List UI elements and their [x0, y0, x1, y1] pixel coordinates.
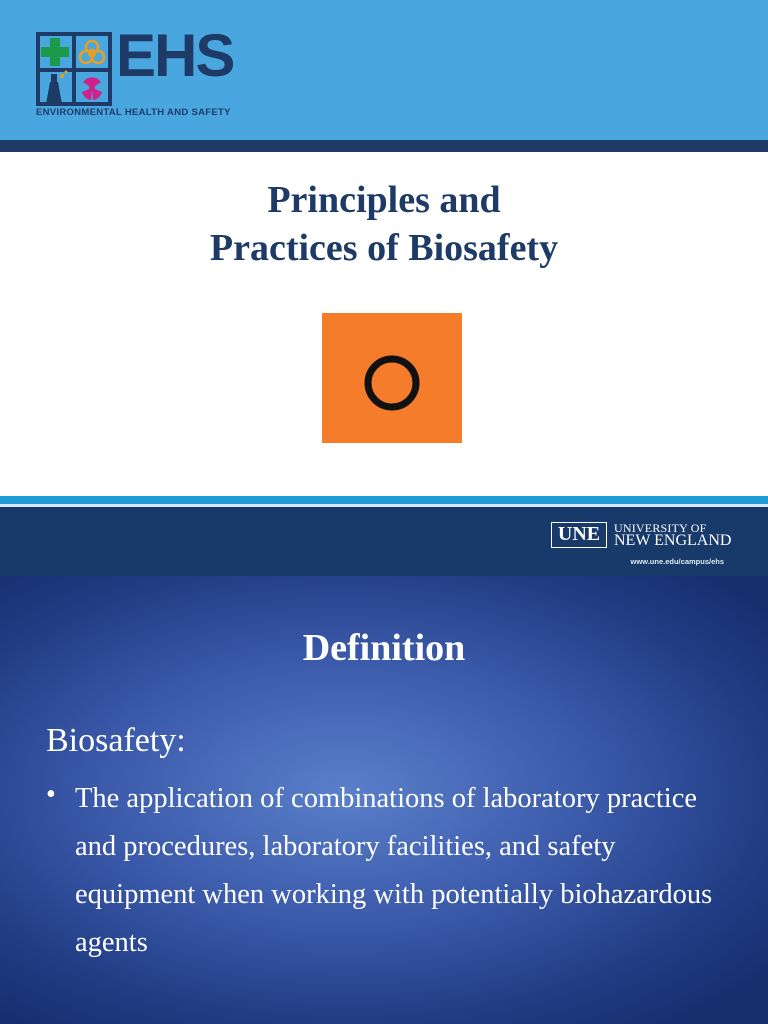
biohazard-small-icon	[80, 41, 104, 63]
biohazard-icon	[322, 313, 462, 443]
une-new-england: NEW ENGLAND	[614, 532, 732, 549]
slide-title	[0, 176, 768, 272]
definition-term: Biosafety:	[46, 722, 186, 759]
header-divider	[0, 140, 768, 152]
radiation-icon	[82, 77, 102, 100]
definition-title: Definition	[302, 627, 466, 669]
flask-icon	[46, 71, 68, 105]
title-line-2: Practices of Biosafety	[209, 227, 559, 269]
logo-text: EHS	[116, 22, 234, 89]
footer-accent-line	[0, 496, 768, 504]
title-line-1: Principles and	[267, 179, 501, 221]
une-url: www.une.edu/campus/ehs	[630, 557, 724, 566]
logo-subtitle: ENVIRONMENTAL HEALTH AND SAFETY	[36, 107, 231, 118]
biohazard-image	[322, 313, 462, 443]
une-logo-box: UNE	[551, 522, 607, 548]
une-university-of: UNIVERSITY OF	[614, 521, 707, 535]
bullet-marker: •	[46, 779, 56, 810]
definition-text: The application of combinations of laboratory practice and procedures, laboratory facilities, and safety equipment when working with potentially biohazardous agents	[75, 783, 713, 958]
medical-cross-icon	[41, 38, 69, 66]
